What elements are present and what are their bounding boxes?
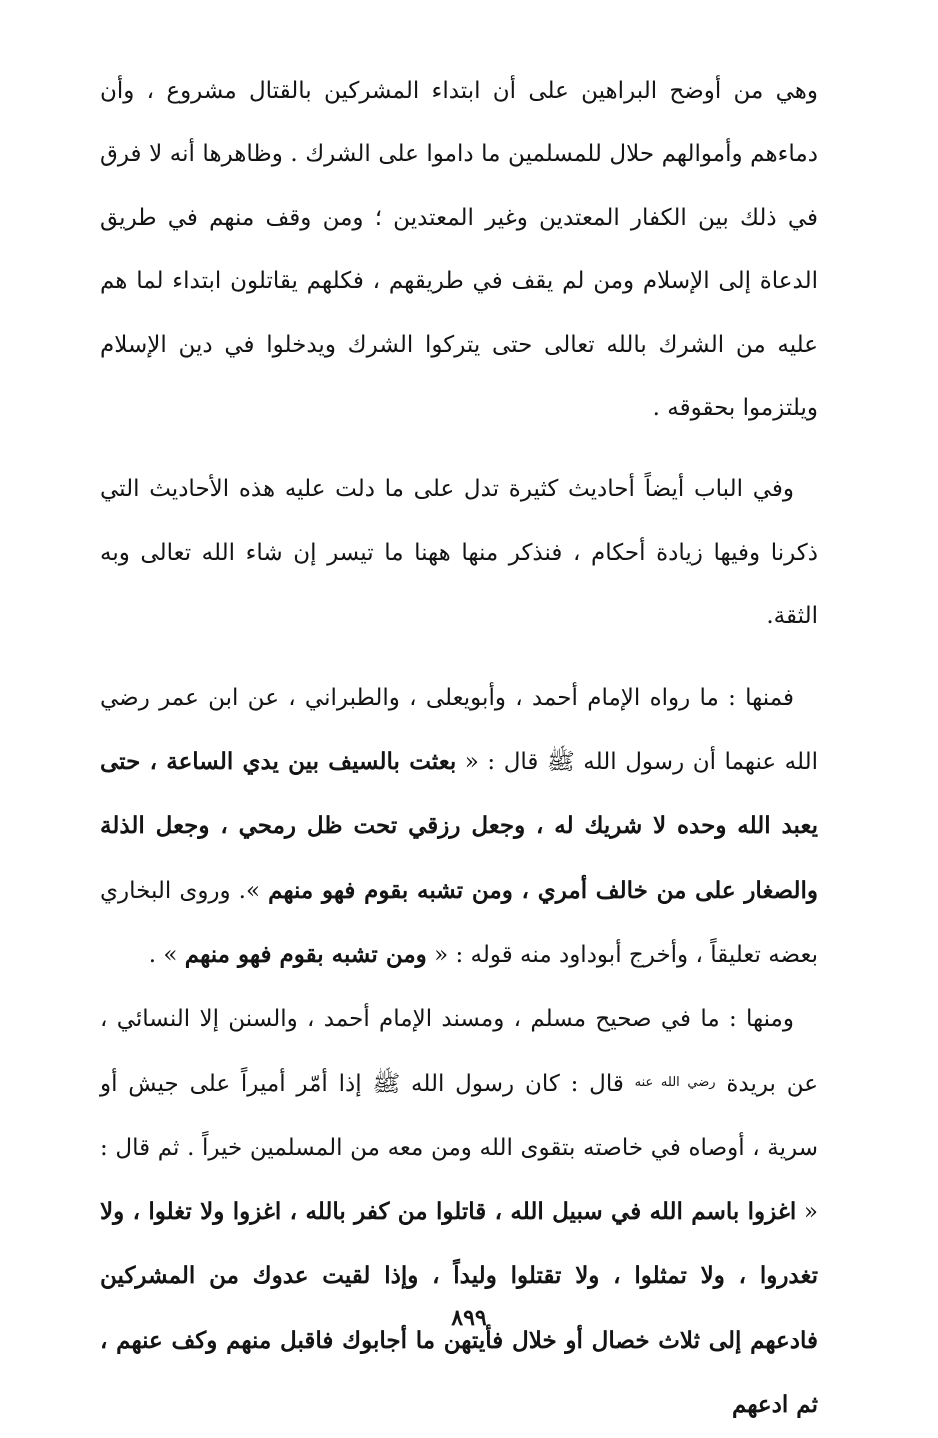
p3-close: » . <box>148 942 185 969</box>
hadith-quote-3: اغزوا باسم الله في سبيل الله ، قاتلوا من كفر بالله ، اغزوا ولا تغلوا ، ولا تغدروا ، ولا تمثلوا ، ولا تقتلوا وليداً ، وإذا لقيت عدوك من المشركين فادعهم إلى ثلاث خصال أو خلال فأيتهن ما أجابوك فاقبل منهم وكف عنهم ، ثم ادعهم <box>100 1197 818 1419</box>
honorific-glyph: رضي الله عنه <box>634 1075 716 1091</box>
page-body <box>100 60 819 1419</box>
hadith-quote-1: بعثت بالسيف بين يدي الساعة ، حتى يعبد الله وحده لا شريك له ، وجعل رزقي تحت ظل رمحي ، وجعل الذلة والصغار على من خالف أمري ، ومن تشبه بقوم فهو منهم <box>100 748 818 904</box>
paragraph-1: وهي من أوضح البراهين على أن ابتداء المشركين بالقتال مشروع ، وأن دماءهم وأموالهم حلال للمسلمين ما داموا على الشرك . وظاهرها أنه لا فرق في ذلك بين الكفار المعتدين وغير المعتدين ؛ ومن وقف منهم في طريق الدعاة إلى الإسلام ومن لم يقف في طريقهم ، فكلهم يقاتلون ابتداء لما هم عليه من الشرك بالله تعالى حتى يتركوا الشرك ويدخلوا في دين الإسلام ويلتزموا بحقوقه . <box>100 78 818 422</box>
p4-intro: ومنها : ما في صحيح مسلم ، ومسند الإمام أحمد ، والسنن إلا النسائي ، عن بريدة <box>100 1005 818 1098</box>
p4-narration: إذا أمّر أميراً على جيش أو سرية ، أوصاه في خاصته بتقوى الله ومن معه من المسلمين خيراً . ثم قال : « <box>100 1071 818 1225</box>
paragraph-3 <box>100 667 818 988</box>
hadith-quote-2: ومن تشبه بقوم فهو منهم <box>184 941 427 969</box>
salutation-glyph: ﷺ <box>546 749 575 776</box>
p3-said: قال : « <box>456 749 547 776</box>
p3-narration: ». وروى البخاري بعضه تعليقاً ، وأخرج أبوداود منه قوله : « <box>100 877 818 969</box>
page-number: ٨٩٩ <box>451 1305 487 1331</box>
p3-intro: فمنها : ما رواه الإمام أحمد ، وأبويعلى ، والطبراني ، عن ابن عمر رضي الله عنهما أن رسول الله <box>100 684 819 776</box>
paragraph-4 <box>100 988 818 1438</box>
salutation-glyph-2: ﷺ <box>372 1071 401 1098</box>
paragraph-2: وفي الباب أيضاً أحاديث كثيرة تدل على ما دلت عليه هذه الأحاديث التي ذكرنا وفيها زيادة أحكام ، فنذكر منها ههنا ما تيسر إن شاء الله تعالى وبه الثقة. <box>100 476 818 630</box>
p4-said: قال : كان رسول الله <box>400 1071 635 1098</box>
